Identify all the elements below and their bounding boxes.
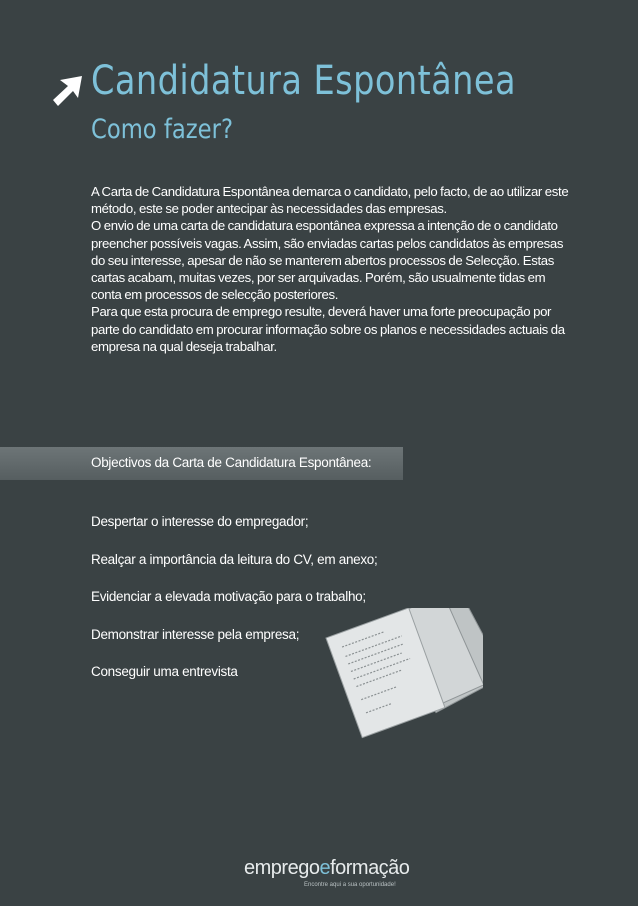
objectives-banner bbox=[0, 447, 403, 480]
footer-logo bbox=[244, 857, 410, 897]
list-item: Evidenciar a elevada motivação para o trabalho; bbox=[91, 589, 366, 604]
list-item: Despertar o interesse do empregador; bbox=[91, 514, 309, 529]
arrow-up-right-icon bbox=[52, 72, 84, 110]
logo-connector: e bbox=[319, 857, 331, 879]
page-subtitle: Como fazer? bbox=[91, 114, 233, 145]
list-item: Conseguir uma entrevista bbox=[91, 664, 238, 679]
logo-part1: emprego bbox=[244, 857, 320, 879]
intro-paragraph: A Carta de Candidatura Espontânea demarca o candidato, pelo facto, de ao utilizar este método, este se poder antecipar às necessidades das empresas. bbox=[91, 184, 569, 217]
list-item: Realçar a importância da leitura do CV, em anexo; bbox=[91, 551, 378, 567]
logo-wordmark bbox=[244, 857, 409, 880]
intro-paragraph: Para que esta procura de emprego resulte, deverá haver uma forte preocupação por parte do candidato em procurar informação sobre os planos e necessidades actuais da empresa na qual deseja trabalhar. bbox=[91, 304, 565, 354]
objectives-heading: Objectivos da Carta de Candidatura Espontânea: bbox=[91, 455, 372, 470]
documents-icon bbox=[318, 608, 483, 743]
intro-paragraph: O envio de uma carta de candidatura espontânea expressa a intenção de o candidato preencher possíveis vagas. Assim, são enviadas cartas pelos candidatos às empresas do seu interesse, apesar de não se manterem abertos processos de Selecção. Estas cartas acabam, muitas vezes, por ser arquivadas. Porém, são usualmente tidas em conta em processos de selecção posteriores. bbox=[91, 218, 564, 303]
page-title: Candidatura Espontânea bbox=[91, 58, 516, 104]
intro-text bbox=[91, 183, 569, 355]
logo-part2: formação bbox=[330, 857, 410, 879]
list-item: Demonstrar interesse pela empresa; bbox=[91, 626, 300, 642]
logo-tagline: Encontre aqui a sua oportunidade! bbox=[304, 882, 396, 888]
